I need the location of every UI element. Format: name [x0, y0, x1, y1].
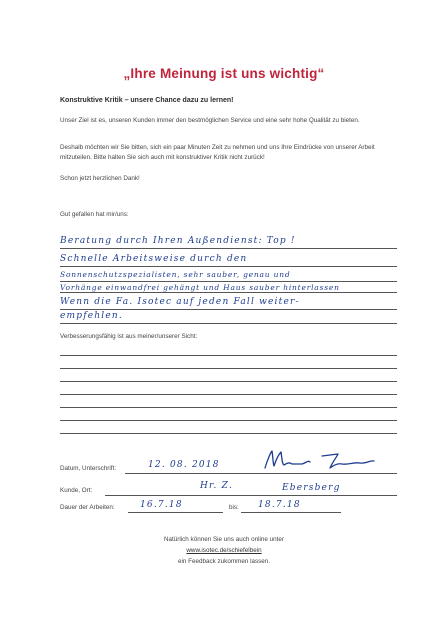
answer-line [60, 433, 397, 434]
answer-line [60, 407, 397, 408]
handwritten-positive-line-5: Wenn die Fa. Isotec auf jeden Fall weiter- [60, 297, 300, 307]
answer-line [60, 420, 397, 421]
form-subtitle: Konstruktive Kritik – unsere Chance dazu zu lernen! [60, 97, 234, 104]
handwritten-positive-line-4: Vorhänge einwandfrei gehängt und Haus sauber hinterlassen [60, 283, 340, 292]
handwritten-positive-line-1: Beratung durch Ihren Außendienst: Top ! [60, 236, 296, 246]
handwritten-positive-line-2: Schnelle Arbeitsweise durch den [60, 254, 248, 264]
answer-line [60, 248, 397, 249]
handwritten-positive-line-3: Sonnenschutzspezialisten, sehr sauber, genau und [60, 270, 291, 279]
positive-label: Gut gefallen hat mir/uns: [60, 211, 129, 218]
form-title: „Ihre Meinung ist uns wichtig“ [123, 66, 325, 81]
online-note-line-1: Natürlich können Sie uns auch online unter [163, 536, 285, 543]
handwritten-positive-line-6: empfehlen. [60, 311, 123, 321]
answer-line [60, 281, 397, 282]
answer-line [60, 292, 397, 293]
handwritten-end-date: 18.7.18 [258, 500, 301, 510]
date-signature-label: Datum, Unterschrift: [60, 465, 116, 472]
answer-line [105, 495, 397, 496]
answer-line [60, 323, 397, 324]
handwritten-signature [262, 448, 382, 474]
intro-paragraph-2: Deshalb möchten wir Sie bitten, sich ein paar Minuten Zeit zu nehmen und uns Ihre Eindrücke von unserer Arbeit mitzuteilen. Bitte halten Sie sich auch mit konstruktiver Kritik nicht zurück! [60, 144, 375, 161]
answer-line [128, 512, 223, 513]
answer-line [60, 355, 397, 356]
handwritten-start-date: 16.7.18 [140, 500, 183, 510]
handwritten-customer: Hr. Z. [200, 481, 234, 491]
customer-location-label: Kunde, Ort: [60, 487, 93, 494]
handwritten-location: Ebersberg [282, 483, 341, 493]
online-url-row [0, 547, 448, 554]
work-duration-label: Dauer der Arbeiten: [60, 504, 115, 511]
answer-line [60, 368, 397, 369]
intro-thanks: Schon jetzt herzlichen Dank! [60, 175, 140, 182]
feedback-url-link[interactable]: www.isotec.de/schiefelbein [186, 547, 262, 554]
answer-line [60, 266, 397, 267]
answer-line [60, 394, 397, 395]
answer-line [125, 473, 397, 474]
answer-line [241, 512, 341, 513]
answer-line [60, 309, 397, 310]
online-note-line-3: ein Feedback zukommen lassen. [177, 558, 271, 565]
answer-line [60, 381, 397, 382]
improvement-label: Verbesserungsfähig ist aus meiner/unserer Sicht: [60, 333, 198, 340]
intro-paragraph-1: Unser Ziel ist es, unseren Kunden immer den bestmöglichen Service und eine sehr hohe Qualität zu bieten. [60, 117, 360, 124]
handwritten-date: 12. 08. 2018 [148, 460, 220, 470]
until-label: bis: [229, 504, 239, 511]
